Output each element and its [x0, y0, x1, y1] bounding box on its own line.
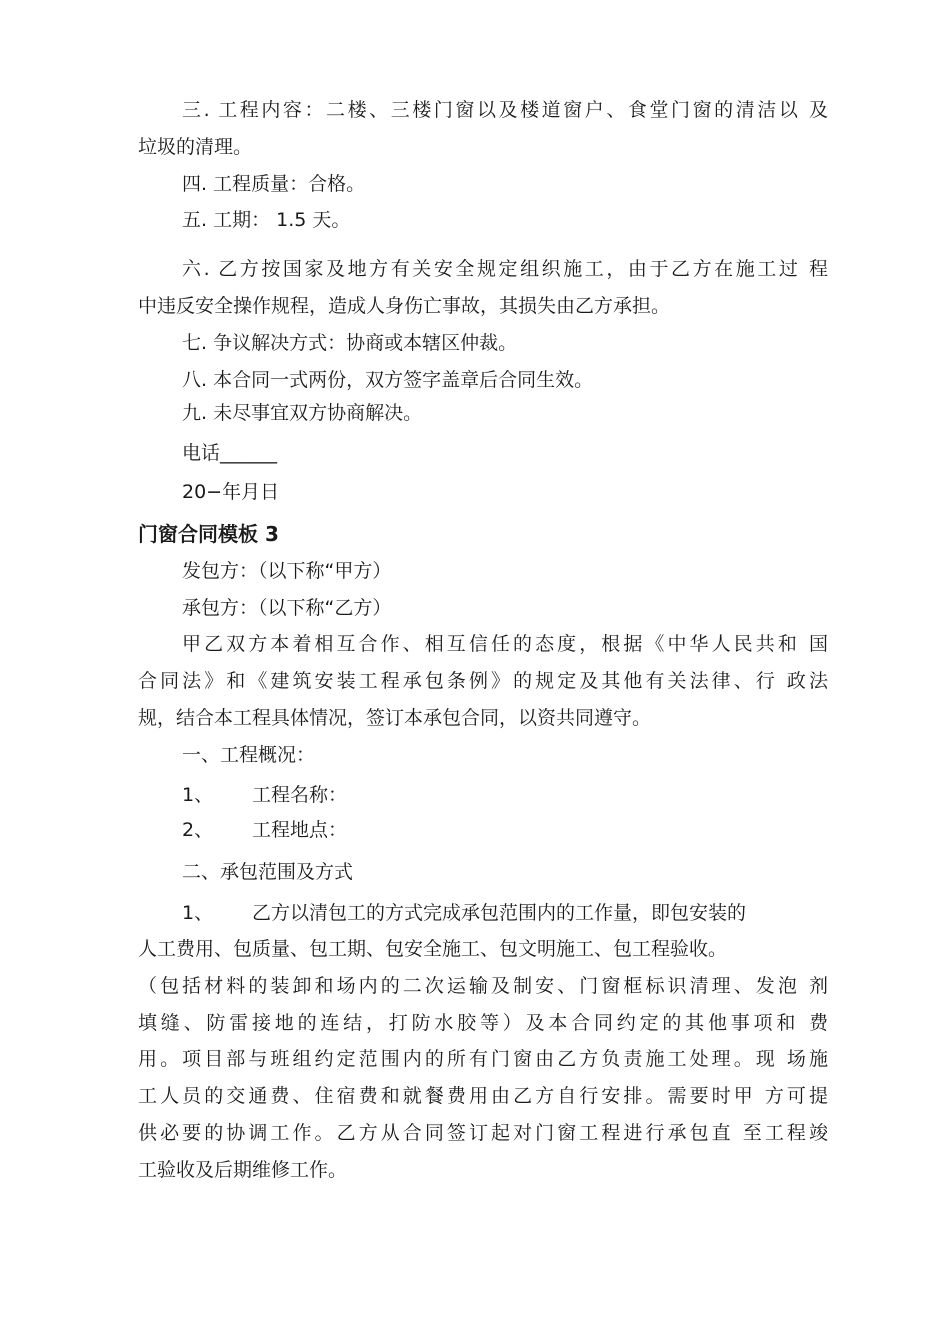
scope-line-6: 工人员的交通费、住宿费和就餐费用由乙方自行安排。需要时甲 方可提	[138, 1085, 828, 1107]
clause-3-line-1: 三. 工程内容：二楼、三楼门窗以及楼道窗户、食堂门窗的清洁以 及	[182, 99, 828, 121]
clause-8: 八. 本合同一式两份，双方签字盖章后合同生效。	[182, 369, 594, 391]
list-item-number: 1、	[182, 784, 214, 806]
scope-line-3: （包括材料的装卸和场内的二次运输及制安、门窗框标识清理、发泡 剂	[138, 975, 828, 997]
list-item-text: 乙方以清包工的方式完成承包范围内的工作量，即包安装的	[252, 902, 747, 924]
clause-6-line-1: 六. 乙方按国家及地方有关安全规定组织施工，由于乙方在施工过 程	[182, 258, 828, 280]
list-item-text: 工程名称：	[252, 784, 348, 806]
scope-line-4: 填缝、防雷接地的连结，打防水胶等）及本合同约定的其他事项和 费	[138, 1012, 828, 1034]
clause-5: 五. 工期： 1.5 天。	[182, 209, 351, 231]
clause-7: 七. 争议解决方式：协商或本辖区仲裁。	[182, 332, 518, 354]
list-item	[182, 818, 828, 842]
phone-field: 电话______	[182, 442, 278, 464]
scope-line-2: 人工费用、包质量、包工期、包安全施工、包文明施工、包工程验收。	[138, 938, 728, 960]
scope-line-8: 工验收及后期维修工作。	[138, 1159, 348, 1181]
scope-line-7: 供必要的协调工作。乙方从合同签订起对门窗工程进行承包直 至工程竣	[138, 1122, 828, 1144]
clause-6-line-2: 中违反安全操作规程，造成人身伤亡事故，其损失由乙方承担。	[138, 295, 671, 317]
list-item	[182, 783, 828, 807]
scope-line-5: 用。项目部与班组约定范围内的所有门窗由乙方负责施工处理。现 场施	[138, 1048, 828, 1070]
scope-heading: 二、承包范围及方式	[182, 861, 354, 883]
list-item	[182, 901, 828, 925]
section-heading: 门窗合同模板 3	[138, 522, 279, 546]
overview-heading: 一、工程概况：	[182, 744, 316, 766]
intro-line-3: 规，结合本工程具体情况，签订本承包合同，以资共同遵守。	[138, 707, 652, 729]
party-b: 承包方：（以下称“乙方）	[182, 597, 392, 619]
intro-line-1: 甲乙双方本着相互合作、相互信任的态度，根据《中华人民共和 国	[182, 633, 828, 655]
list-item-text: 工程地点：	[252, 819, 348, 841]
date-field: 20−年月日	[182, 481, 280, 503]
clause-9: 九. 未尽事宜双方协商解决。	[182, 402, 423, 424]
intro-line-2: 合同法》和《建筑安装工程承包条例》的规定及其他有关法律、行 政法	[138, 670, 828, 692]
clause-3-line-2: 垃圾的清理。	[138, 136, 253, 158]
list-item-number: 1、	[182, 902, 214, 924]
clause-4: 四. 工程质量：合格。	[182, 173, 366, 195]
list-item-number: 2、	[182, 819, 214, 841]
party-a: 发包方：（以下称“甲方）	[182, 560, 392, 582]
